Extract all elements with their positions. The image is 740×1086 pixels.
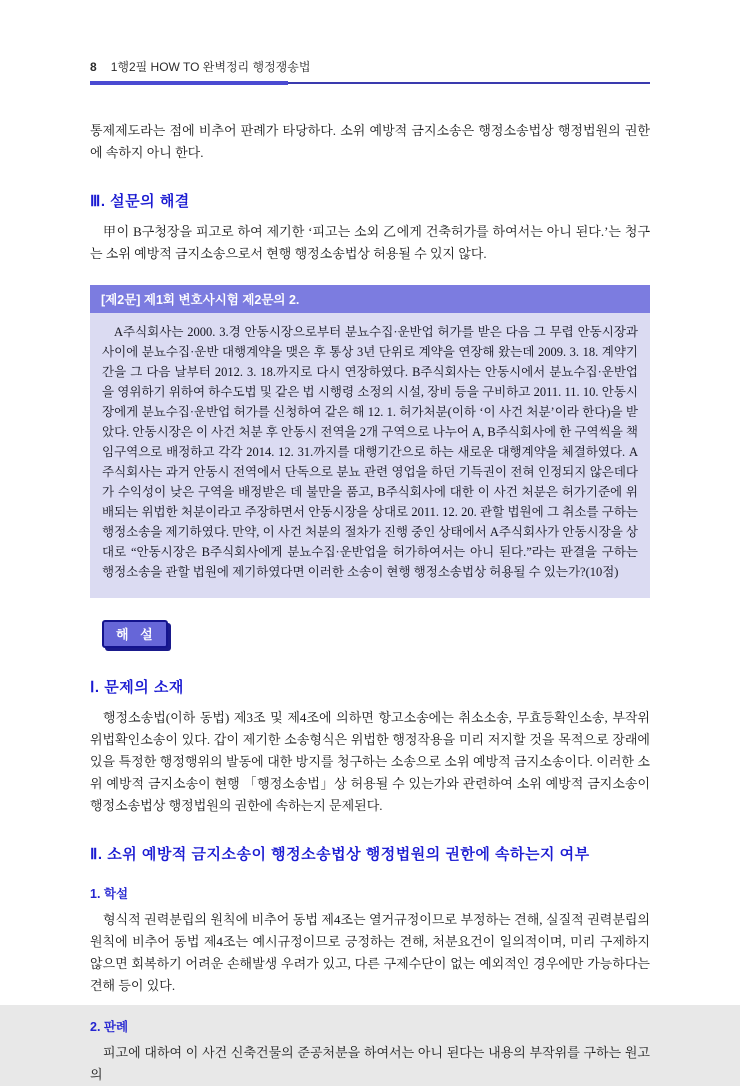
section-1-paragraph: 행정소송법(이하 동법) 제3조 및 제4조에 의하면 항고소송에는 취소소송, 무효등확인소송, 부작위위법확인소송이 있다. 갑이 제기한 소송형식은 위법한 행정작용을 미리 저지할 것을 목적으로 장래에 있을 특정한 행정행위의 발동에 대한 방지를 청구하는 소송으로 소위 예방적 금지소송이다. 이러한 소위 예방적 금지소송이 현행 「행정소송법」상 허용될 수 있는가와 관련하여 소위 예방적 금지소송이 행정소송법상 행정법원의 권한에 속하는지 문제된다.: [90, 710, 650, 813]
header-rule-accent: [90, 81, 288, 85]
precedent-paragraph: 피고에 대하여 이 사건 신축건물의 준공처분을 하여서는 아니 된다는 내용의 부작위를 구하는 원고의: [90, 1045, 650, 1082]
question-box-title: [제2문] 제1회 변호사시험 제2문의 2.: [90, 285, 650, 313]
section-heading-2: Ⅱ. 소위 예방적 금지소송이 행정소송법상 행정법원의 권한에 속하는지 여부: [90, 846, 590, 863]
sub-heading-precedent: 2. 판례: [90, 1020, 129, 1034]
theory-paragraph: 형식적 권력분립의 원칙에 비추어 동법 제4조는 열거규정이므로 부정하는 견해, 실질적 권력분립의 원칙에 비추어 동법 제4조는 예시규정이므로 긍정하는 견해, 처분요건이 일의적이며, 미리 구제하지 않으면 회복하기 어려운 손해발생 우려가 있고, 다른 구제수단이 없는 예외적인 경우에만 가능하다는 견해 등이 있다.: [90, 912, 650, 993]
section-heading-3: Ⅲ. 설문의 해결: [90, 193, 190, 210]
intro-paragraph: 통제제도라는 점에 비추어 판례가 타당하다. 소위 예방적 금지소송은 행정소송법상 행정법원의 권한에 속하지 아니 한다.: [90, 123, 650, 160]
page-number: 8: [90, 60, 97, 74]
sub-heading-theory: 1. 학설: [90, 887, 129, 901]
question-box: [90, 285, 650, 598]
section-3-paragraph: 甲이 B구청장을 피고로 하여 제기한 ‘피고는 소외 乙에게 건축허가를 하여서는 아니 된다.’는 청구는 소위 예방적 금지소송으로서 현행 행정소송법상 허용될 수 있지 않다.: [90, 224, 650, 261]
page-header: [90, 58, 650, 84]
section-heading-1: Ⅰ. 문제의 소재: [90, 679, 184, 696]
question-box-body: A주식회사는 2000. 3.경 안동시장으로부터 분뇨수집·운반업 허가를 받은 다음 그 무렵 안동시장과 사이에 분뇨수집·운반 대행계약을 맺은 후 통상 3년 단위로 계약을 연장해 왔는데 2009. 3. 18. 계약기간을 그 다음 날부터 2012. 3. 18.까지로 다시 연장하였다. B주식회사는 안동시에서 분뇨수집·운반업을 영위하기 위하여 하수도법 및 같은 법 시행령 소정의 시설, 장비 등을 구비하고 2011. 11. 10. 안동시장에게 분뇨수집·운반업 허가를 신청하여 같은 해 12. 1. 허가처분(이하 ‘이 사건 처분’이라 한다)을 받았다. 안동시장은 이 사건 처분 후 안동시 전역을 2개 구역으로 나누어 A, B주식회사에 한 구역씩을 책임구역으로 배정하고 각각 2014. 12. 31.까지를 대행기간으로 하는 새로운 대행계약을 체결하였다. A주식회사는 과거 안동시 전역에서 단독으로 분뇨 관련 영업을 하던 기득권이 전혀 인정되지 않은데다가 수익성이 낮은 구역을 배정받은 데 불만을 품고, B주식회사에 대한 이 사건 처분은 허가기준에 위배되는 위법한 처분이라고 주장하면서 안동시장을 상대로 2011. 12. 20. 관할 법원에 그 취소를 구하는 행정소송을 제기하였다. 만약, 이 사건 처분의 절차가 진행 중인 상태에서 A주식회사가 안동시장을 상대로 “안동시장은 B주식회사에게 분뇨수집·운반업을 허가하여서는 아니 된다.”라는 판결을 구하는 행정소송을 관할 법원에 제기하였다면 이러한 소송이 현행 행정소송법상 허용될 수 있는가?(10점): [90, 313, 650, 598]
running-title: 1행2필 HOW TO 완벽정리 행정쟁송법: [110, 60, 311, 74]
explanation-badge: 해 설: [102, 620, 168, 648]
